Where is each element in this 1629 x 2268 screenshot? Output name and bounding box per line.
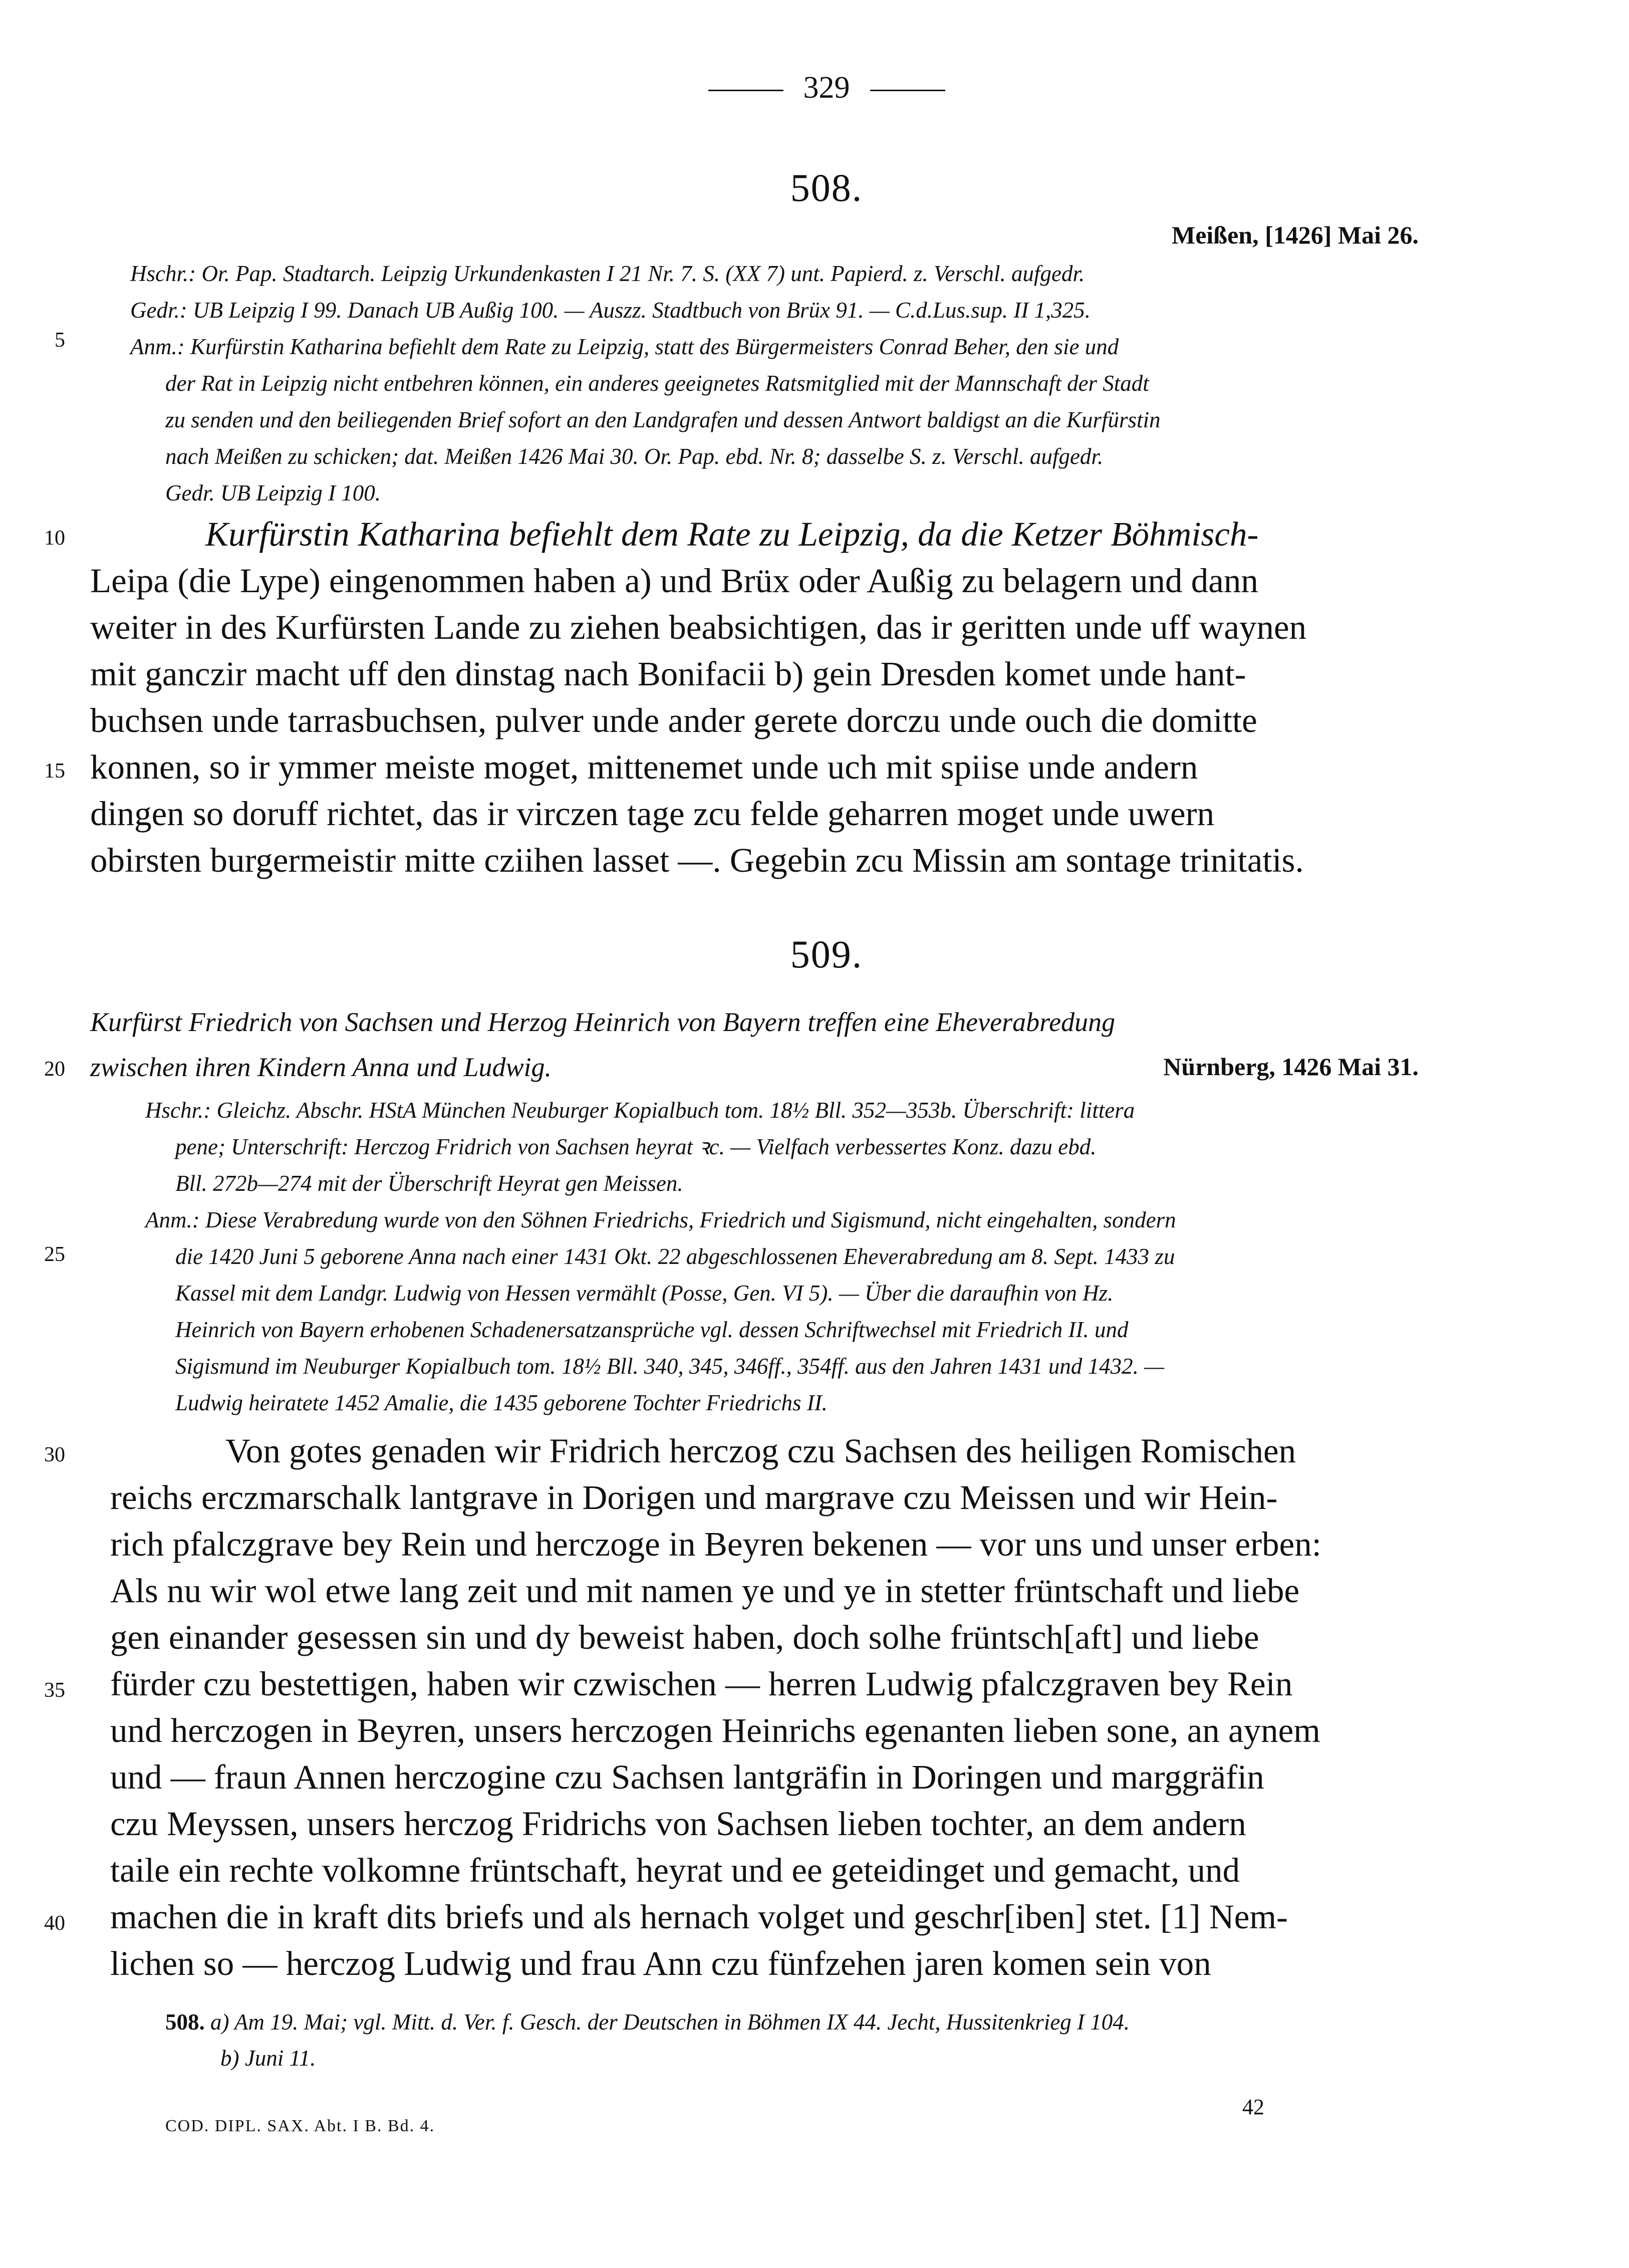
body-line: mit ganczir macht uff den dinstag nach Bonifacii b) gein Dresden komet unde hant- xyxy=(90,655,1246,693)
body-line: Kurfürstin Katharina befiehlt dem Rate zu Leipzig, da die Ketzer Böhmisch- xyxy=(205,515,1259,553)
body-text-509 xyxy=(110,1428,1508,1987)
meta-line: Ludwig heiratete 1452 Amalie, die 1435 geborene Tochter Friedrichs II. xyxy=(175,1390,828,1415)
dateline-509: Nürnberg, 1426 Mai 31. xyxy=(1163,1053,1419,1081)
dateline-508: Meißen, [1426] Mai 26. xyxy=(1172,221,1419,249)
footnote-ref: 508. xyxy=(165,2009,205,2035)
body-line: reichs erczmarschalk lantgrave in Dorigen und margrave czu Meissen und wir Hein- xyxy=(110,1478,1278,1517)
line-number: 20 xyxy=(44,1058,65,1081)
line-number: 40 xyxy=(44,1912,65,1935)
meta-line: pene; Unterschrift: Herczog Fridrich von Sachsen heyrat ꝛc. — Vielfach verbessertes Konz. dazu ebd. xyxy=(175,1134,1097,1159)
meta-line: der Rat in Leipzig nicht entbehren können, ein anderes geeignetes Ratsmitglied mit der Mannschaft der Stadt xyxy=(165,371,1149,396)
body-line: obirsten burgermeistir mitte cziihen lasset —. Gegebin zcu Missin am sontage trinitatis. xyxy=(90,841,1304,879)
meta-line: die 1420 Juni 5 geborene Anna nach einer 1431 Okt. 22 abgeschlossenen Eheverabredung am 8. Sept. 1433 zu xyxy=(175,1244,1175,1269)
meta-line: Anm.: Diese Verabredung wurde von den Söhnen Friedrichs, Friedrich und Sigismund, nicht eingehalten, sondern xyxy=(145,1207,1176,1232)
meta-line: Gedr. UB Leipzig I 100. xyxy=(165,480,381,506)
body-line: und herczogen in Beyren, unsers herczogen Heinrichs egenanten lieben sone, an aynem xyxy=(110,1711,1320,1749)
body-line: dingen so doruff richtet, das ir virczen tage zcu felde geharren moget unde uwern xyxy=(90,795,1215,833)
series-mark: COD. DIPL. SAX. Abt. I B. Bd. 4. xyxy=(165,2117,435,2135)
meta-line: Anm.: Kurfürstin Katharina befiehlt dem Rate zu Leipzig, statt des Bürgermeisters Conrad Beher, den sie und xyxy=(130,334,1119,359)
meta-line: Hschr.: Gleichz. Abschr. HStA München Neuburger Kopialbuch tom. 18½ Bll. 352—353b. Überschrift: littera xyxy=(145,1098,1135,1123)
body-line: Von gotes genaden wir Fridrich herczog czu Sachsen des heiligen Romischen xyxy=(225,1432,1296,1470)
body-line: buchsen unde tarrasbuchsen, pulver unde ander gerete dorczu unde ouch die domitte xyxy=(90,701,1257,739)
body-line: konnen, so ir ymmer meiste moget, mittenemet unde uch mit spiise unde andern xyxy=(90,748,1198,786)
body-line: fürder czu bestettigen, haben wir czwischen — herren Ludwig pfalczgraven bey Rein xyxy=(110,1665,1293,1703)
meta-line: Heinrich von Bayern erhobenen Schadenersatzansprüche vgl. dessen Schriftwechsel mit Friedrich II. und xyxy=(175,1317,1129,1342)
footnotes xyxy=(165,2004,1468,2076)
meta-line: Bll. 272b—274 mit der Überschrift Heyrat gen Meissen. xyxy=(175,1171,683,1196)
meta-line: Sigismund im Neuburger Kopialbuch tom. 18½ Bll. 340, 345, 346ff., 354ff. aus den Jahren 1431 und 1432. — xyxy=(175,1354,1165,1379)
body-text-508 xyxy=(90,511,1503,884)
apparatus-509 xyxy=(145,1092,1498,1421)
sheet-number: 42 xyxy=(1242,2095,1264,2119)
body-line: weiter in des Kurfürsten Lande zu ziehen beabsichtigen, das ir geritten unde uff waynen xyxy=(90,608,1307,646)
summary-line: zwischen ihren Kindern Anna und Ludwig. xyxy=(90,1052,552,1082)
footnote-a xyxy=(165,2004,1468,2040)
body-line: und — fraun Annen herczogine czu Sachsen lantgräfin in Doringen und marggräfin xyxy=(110,1758,1264,1796)
line-number: 25 xyxy=(44,1243,65,1266)
meta-line: Hschr.: Or. Pap. Stadtarch. Leipzig Urkundenkasten I 21 Nr. 7. S. (XX 7) unt. Papierd. z. Verschl. aufgedr. xyxy=(130,261,1085,286)
page-number: 329 xyxy=(803,71,850,105)
meta-line: nach Meißen zu schicken; dat. Meißen 1426 Mai 30. Or. Pap. ebd. Nr. 8; dasselbe S. z. Verschl. aufgedr. xyxy=(165,444,1104,469)
left-rule xyxy=(708,90,783,91)
apparatus-508 xyxy=(130,256,1493,512)
body-line: Als nu wir wol etwe lang zeit und mit namen ye und ye in stetter früntschaft und liebe xyxy=(110,1572,1300,1610)
body-line: lichen so — herczog Ludwig und frau Ann czu fünfzehen jaren komen sein von xyxy=(110,1944,1211,1982)
meta-line: zu senden und den beiliegenden Brief sofort an den Landgrafen und dessen Antwort baldigst an die Kurfürstin xyxy=(165,407,1161,432)
line-number: 10 xyxy=(44,527,65,550)
line-number: 15 xyxy=(44,760,65,783)
body-line: machen die in kraft dits briefs und als hernach volget und geschr[iben] stet. [1] Nem- xyxy=(110,1898,1288,1936)
page-number-line xyxy=(601,70,1052,106)
footnote-text: a) Am 19. Mai; vgl. Mitt. d. Ver. f. Gesch. der Deutschen in Böhmen IX 44. Jecht, Hussitenkrieg I 104. xyxy=(210,2009,1130,2035)
meta-line: Gedr.: UB Leipzig I 99. Danach UB Außig 100. — Auszz. Stadtbuch von Brüx 91. — C.d.Lus.sup. II 1,325. xyxy=(130,298,1091,323)
body-line: Leipa (die Lype) eingenommen haben a) und Brüx oder Außig zu belagern und dann xyxy=(90,562,1258,600)
meta-line: Kassel mit dem Landgr. Ludwig von Hessen vermählt (Posse, Gen. VI 5). — Über die daraufhin von Hz. xyxy=(175,1281,1114,1306)
document-number-508: 508. xyxy=(790,166,863,209)
line-number: 35 xyxy=(44,1679,65,1702)
body-line: rich pfalczgrave bey Rein und herczoge in Beyren bekenen — vor uns und unser erben: xyxy=(110,1525,1321,1563)
body-line: gen einander gesessen sin und dy beweist haben, doch solhe früntsch[aft] und liebe xyxy=(110,1618,1259,1656)
body-line: taile ein rechte volkomne früntschaft, heyrat und ee geteidinget und gemacht, und xyxy=(110,1851,1240,1889)
document-number-509: 509. xyxy=(790,932,863,976)
right-rule xyxy=(870,90,945,91)
footnote-b: b) Juni 11. xyxy=(220,2046,316,2071)
line-number: 5 xyxy=(55,329,65,352)
summary-line: Kurfürst Friedrich von Sachsen und Herzog Heinrich von Bayern treffen eine Eheverabredung xyxy=(90,1007,1116,1037)
body-line: czu Meyssen, unsers herczog Fridrichs von Sachsen lieben tochter, an dem andern xyxy=(110,1805,1246,1843)
line-number: 30 xyxy=(44,1443,65,1466)
